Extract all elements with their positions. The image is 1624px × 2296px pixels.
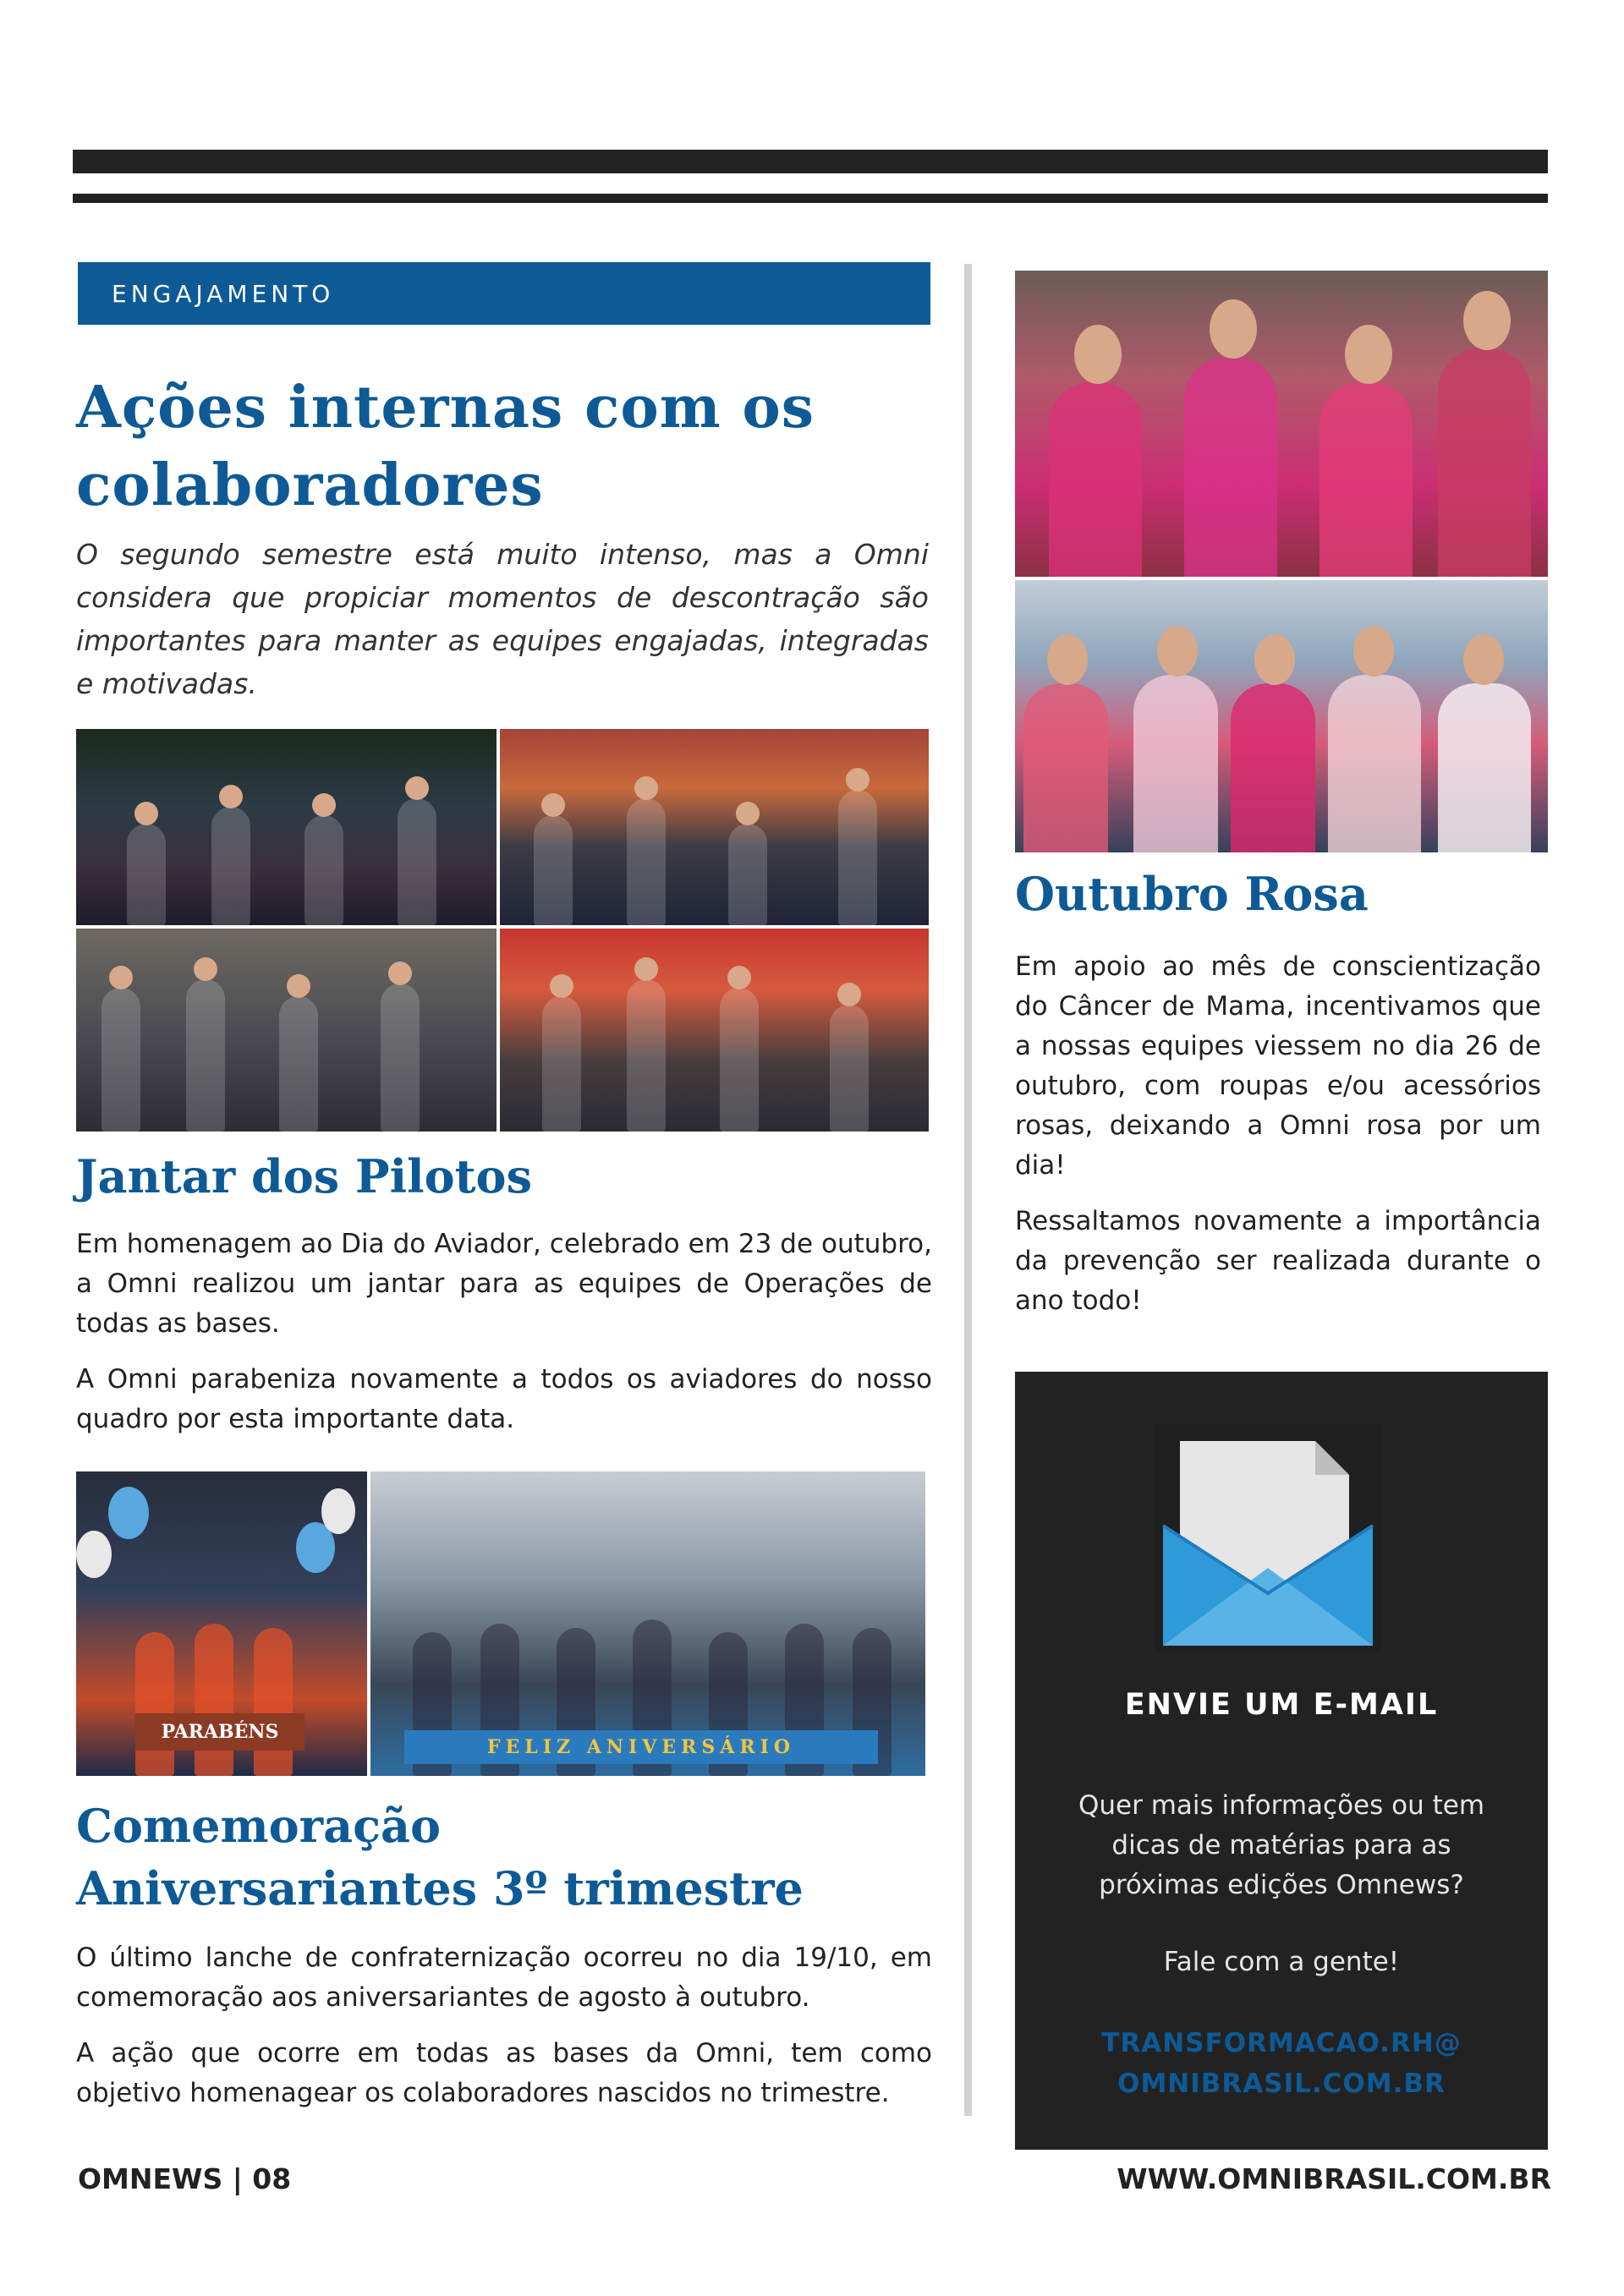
left-column [76, 262, 932, 2113]
parabens-banner: PARABÉNS [135, 1713, 304, 1751]
footer-page-label: OMNEWS | 08 [78, 2162, 292, 2195]
pilots-photo-3 [76, 929, 497, 1132]
email-cta: Fale com a gente! [1163, 1947, 1400, 1977]
pilots-paragraph-2: A Omni parabeniza novamente a todos os aviadores do nosso quadro por esta importante data. [76, 1364, 932, 1434]
section-label-text: ENGAJAMENTO [112, 279, 335, 308]
outubro-rosa-paragraph-2: Ressaltamos novamente a importância da prevenção ser realizada durante o ano todo! [1015, 1206, 1541, 1316]
outubro-rosa-title: Outubro Rosa [1015, 867, 1369, 921]
pilots-photo-4 [500, 929, 929, 1132]
outubro-rosa-collage [1015, 271, 1548, 852]
feliz-aniversario-banner: FELIZ ANIVERSÁRIO [404, 1730, 878, 1764]
header-rule-thin [73, 194, 1548, 203]
pilots-paragraph-1: Em homenagem ao Dia do Aviador, celebrado em 23 de outubro, a Omni realizou um jantar para as equipes de Operações de todas as bases. [76, 1229, 932, 1339]
pilots-dinner-collage [76, 729, 929, 1132]
pilots-photo-1 [76, 729, 497, 925]
birthday-paragraph-2: A ação que ocorre em todas as bases da Omni, tem como objetivo homenagear os colaboradores nascidos no trimestre. [76, 2038, 932, 2108]
outubro-rosa-photo-women [1015, 271, 1548, 577]
birthday-photo-2 [370, 1471, 925, 1776]
email-description: Quer mais informações ou tem dicas de matérias para as próximas edições Omnews? [1078, 1790, 1485, 1900]
pilots-photo-2 [500, 729, 929, 925]
email-address-line-1: TRANSFORMACAO.RH@ [1101, 2028, 1462, 2058]
birthday-paragraph-1: O último lanche de confraternização ocorreu no dia 19/10, em comemoração aos aniversariantes de agosto à outubro. [76, 1943, 932, 2013]
outubro-rosa-photo-men [1015, 580, 1548, 852]
pilots-title: Jantar dos Pilotos [76, 1149, 532, 1203]
birthday-title-line-2: Aniversariantes 3º trimestre [76, 1861, 804, 1915]
birthday-title-line-1: Comemoração [76, 1799, 441, 1853]
column-divider [964, 264, 972, 2116]
envelope-icon [1155, 1424, 1381, 1652]
email-address-link[interactable] [1015, 2023, 1548, 2104]
intro-paragraph: O segundo semestre está muito intenso, mas a Omni considera que propiciar momentos de descontração são importantes para manter as equipes engajadas, integradas e motivadas. [76, 538, 929, 700]
birthday-photo-1 [76, 1471, 367, 1776]
outubro-rosa-paragraph-1: Em apoio ao mês de conscientização do Câncer de Mama, incentivamos que a nossas equipes viessem no dia 26 de outubro, com roupas e/ou acessórios rosas, deixando a Omni rosa por um dia! [1015, 951, 1541, 1181]
birthday-title [76, 1795, 932, 1920]
header-rule-thick [73, 150, 1548, 173]
right-column [1015, 271, 1548, 2150]
footer-website-link[interactable]: WWW.OMNIBRASIL.COM.BR [1116, 2162, 1551, 2195]
birthday-collage [76, 1471, 925, 1776]
email-contact-box [1015, 1372, 1548, 2150]
section-label [78, 262, 930, 325]
email-title: ENVIE UM E-MAIL [1124, 1688, 1439, 1722]
page-title: Ações internas com os colaboradores [76, 374, 815, 519]
email-address-line-2: OMNIBRASIL.COM.BR [1117, 2069, 1446, 2099]
